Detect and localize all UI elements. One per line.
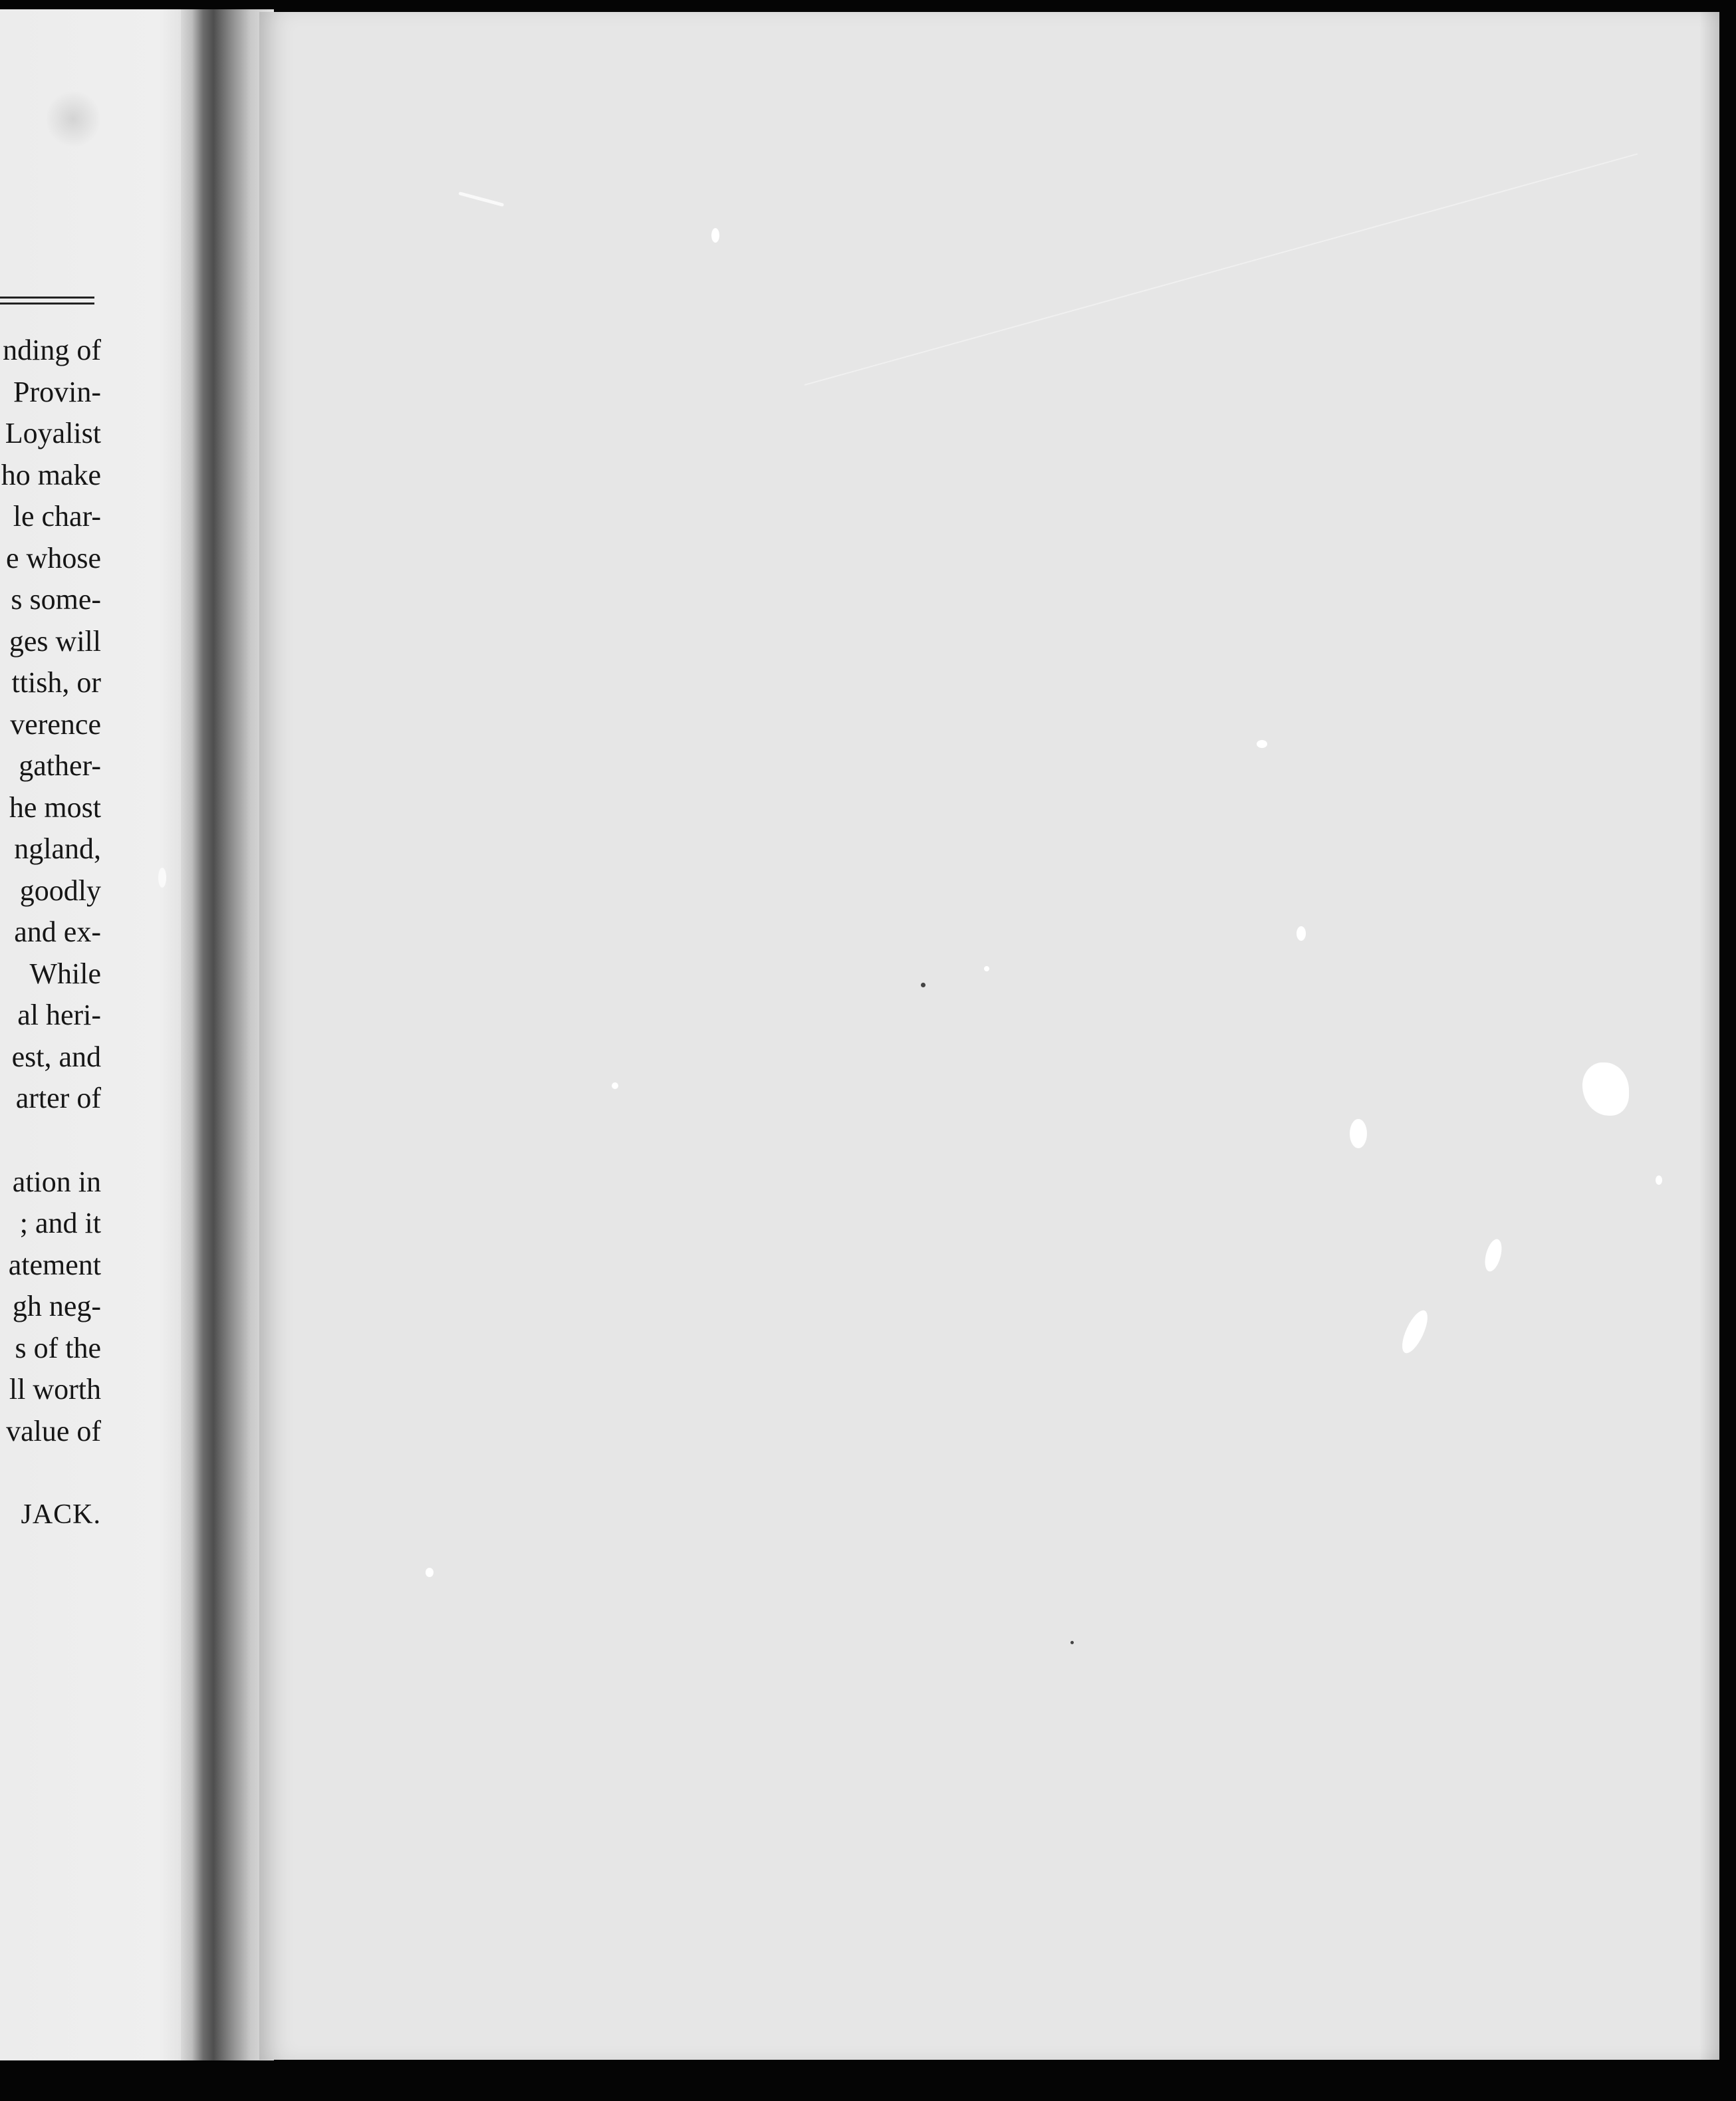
text-line: ll worth (9, 1373, 101, 1406)
dark-speck (1070, 1641, 1074, 1644)
text-line: s of the (15, 1331, 101, 1364)
text-line: est, and (11, 1040, 101, 1073)
dust-speck (984, 966, 989, 971)
author-signature: JACK. (21, 1499, 101, 1530)
dust-speck (1257, 740, 1267, 748)
text-line: le char- (13, 500, 101, 533)
dust-speck (711, 228, 719, 243)
text-line: al heri- (17, 999, 101, 1031)
dust-speck (426, 1568, 434, 1577)
text-line: value of (6, 1414, 101, 1447)
right-page-blank (259, 12, 1719, 2060)
text-line: ngland, (14, 832, 101, 865)
dust-speck (1397, 1307, 1432, 1356)
text-line: atement (8, 1248, 101, 1281)
dust-speck (612, 1082, 618, 1089)
text-line: ation in (12, 1165, 101, 1198)
dust-speck (1582, 1062, 1629, 1116)
dark-speck (921, 983, 926, 987)
text-line: While (29, 957, 101, 990)
text-line: s some- (11, 583, 101, 616)
paragraph-gap (0, 1120, 101, 1162)
text-line: gh neg- (12, 1290, 101, 1322)
dust-speck (1350, 1119, 1367, 1148)
dust-speck (1656, 1175, 1662, 1185)
text-line: goodly (19, 874, 101, 907)
text-line: ho make (1, 458, 101, 491)
text-line: ges will (9, 624, 101, 658)
text-line: Loyalist (5, 417, 101, 449)
text-line: ttish, or (11, 666, 101, 699)
film-scratch (805, 154, 1638, 386)
text-line: and ex- (14, 916, 101, 948)
text-line: he most (9, 791, 101, 824)
text-line: Provin- (13, 375, 101, 408)
text-line: gather- (19, 749, 101, 782)
text-line: e whose (6, 541, 101, 574)
dust-speck (158, 868, 166, 888)
left-page-text (0, 330, 101, 1452)
text-line: nding of (3, 334, 101, 366)
left-page (0, 9, 199, 2060)
double-rule-divider (0, 297, 94, 305)
dust-speck (1297, 926, 1306, 941)
text-line: arter of (15, 1082, 101, 1114)
text-line: ; and it (19, 1207, 101, 1239)
page-edge-shadow (1699, 12, 1719, 2060)
dust-speck (1482, 1237, 1505, 1273)
film-scratch (458, 191, 504, 207)
text-line: verence (10, 707, 101, 741)
bleed-through-mark (47, 89, 100, 149)
